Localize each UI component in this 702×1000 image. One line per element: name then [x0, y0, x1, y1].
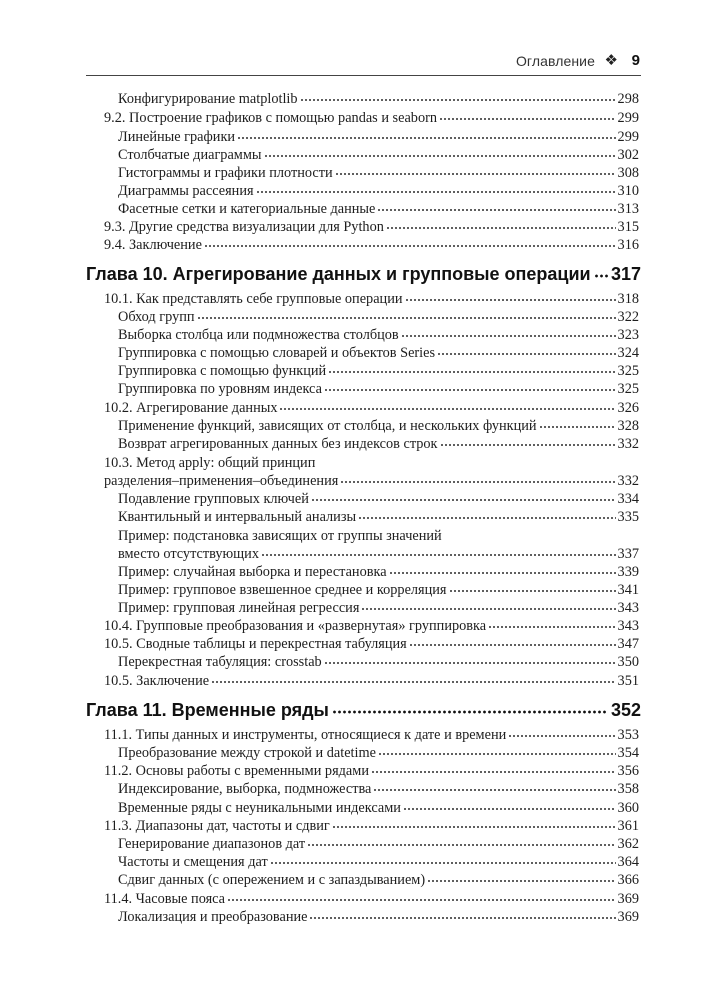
toc-entry-title: Преобразование между строкой и datetime: [118, 745, 376, 761]
toc-entry-title: Линейные графики: [118, 129, 236, 145]
dot-leader: [377, 208, 615, 212]
dot-leader: [378, 752, 616, 756]
toc-entry-title: Индексирование, выборка, подмножества: [118, 781, 372, 797]
toc-entry[interactable]: [118, 326, 639, 344]
toc-entry-page: 299: [617, 110, 639, 126]
dot-leader: [405, 298, 616, 302]
toc-entry-page: 337: [617, 546, 639, 562]
dot-leader: [386, 226, 616, 230]
dot-leader: [449, 589, 616, 593]
toc-entry-title: Генерирование диапазонов дат: [118, 836, 306, 852]
dot-leader: [270, 861, 616, 865]
toc-entry-page: 339: [617, 564, 639, 580]
toc-entry-page: 324: [617, 345, 639, 361]
toc-entry-page: 369: [617, 909, 639, 925]
toc-entry[interactable]: [118, 90, 639, 108]
dot-leader: [197, 316, 616, 320]
toc-entry[interactable]: [118, 653, 639, 671]
toc-entry-page: 354: [617, 745, 639, 761]
toc-entry-page: 343: [617, 600, 639, 616]
toc-entry[interactable]: [118, 581, 639, 599]
dot-leader: [340, 480, 615, 484]
toc-entry-page: 318: [617, 291, 639, 307]
toc-entry-page: 310: [617, 183, 639, 199]
toc-entry-title: 11.1. Типы данных и инструменты, относящиеся к дате и времени: [104, 727, 507, 743]
toc-entry-title: 10.2. Агрегирование данных: [104, 400, 278, 416]
toc-entry-page: 362: [617, 836, 639, 852]
toc-entry-page: 325: [617, 381, 639, 397]
toc-entry-page: 351: [617, 673, 639, 689]
toc-entry[interactable]: [118, 128, 639, 146]
dot-leader: [324, 661, 616, 665]
toc-entry[interactable]: [118, 908, 639, 926]
toc-entry[interactable]: [118, 182, 639, 200]
dot-leader: [332, 825, 616, 829]
toc-entry[interactable]: [104, 762, 639, 780]
toc-entry-page: 315: [617, 219, 639, 235]
toc-entry[interactable]: [118, 344, 639, 362]
diamond-ornament-icon: ❖: [604, 52, 618, 69]
chapter-heading[interactable]: [86, 263, 641, 285]
toc-entry-title: Диаграммы рассеяния: [118, 183, 254, 199]
toc-entry-page: 347: [617, 636, 639, 652]
toc-entry-title-line2: вместо отсутствующих: [118, 546, 259, 562]
toc-entry-page: 361: [617, 818, 639, 834]
chapter-page: 317: [610, 264, 641, 284]
chapter-heading[interactable]: [86, 699, 641, 721]
toc-entry-title: 9.3. Другие средства визуализации для Python: [104, 219, 384, 235]
toc-entry[interactable]: [118, 871, 639, 889]
dot-leader: [279, 407, 615, 411]
toc-entry-title-line1: 10.3. Метод apply: общий принцип: [104, 455, 316, 471]
dot-leader: [409, 643, 616, 647]
toc-entry-page: 325: [617, 363, 639, 379]
dot-leader: [440, 443, 616, 447]
toc-entry-page: 356: [617, 763, 639, 779]
dot-leader: [371, 770, 616, 774]
toc-entry[interactable]: [118, 780, 639, 798]
dot-leader: [539, 425, 616, 429]
toc-entry-title: Применение функций, зависящих от столбца, и нескольких функций: [118, 418, 537, 434]
toc-entry[interactable]: [104, 672, 639, 690]
toc-entry-title: 9.4. Заключение: [104, 237, 202, 253]
toc-entry[interactable]: [104, 109, 639, 127]
toc-entry-page: 313: [617, 201, 639, 217]
toc-entry-page: 366: [617, 872, 639, 888]
toc-entry-title: 10.5. Сводные таблицы и перекрестная табуляция: [104, 636, 407, 652]
toc-entry-title-line2: разделения–применения–объединения: [104, 473, 339, 489]
toc-entry-title: Подавление групповых ключей: [118, 491, 309, 507]
toc-entry-page: 298: [617, 91, 639, 107]
toc-entry-page: 369: [617, 891, 639, 907]
toc-entry-title: Локализация и преобразование: [118, 909, 308, 925]
dot-leader: [594, 273, 608, 279]
toc-entry-title: Группировка по уровням индекса: [118, 381, 322, 397]
dot-leader: [309, 916, 615, 920]
chapter-page: 352: [610, 700, 641, 720]
toc-entry[interactable]: [118, 200, 639, 218]
dot-leader: [311, 498, 616, 502]
toc-entry[interactable]: [118, 853, 639, 871]
dot-leader: [389, 571, 616, 575]
toc-entry-title: 10.5. Заключение: [104, 673, 210, 689]
toc-entry-page: 364: [617, 854, 639, 870]
toc-entry-title: 10.1. Как представлять себе групповые операции: [104, 291, 403, 307]
dot-leader: [211, 680, 615, 684]
toc-entry-page: 353: [617, 727, 639, 743]
dot-leader: [307, 843, 615, 847]
dot-leader: [437, 352, 615, 356]
dot-leader: [332, 709, 608, 715]
toc-entry[interactable]: [104, 726, 639, 744]
dot-leader: [508, 734, 615, 738]
toc-entry-page: 341: [617, 582, 639, 598]
toc-entry-page: 299: [617, 129, 639, 145]
dot-leader: [335, 172, 616, 176]
toc-entry[interactable]: [118, 435, 639, 453]
toc-entry-title: 11.3. Диапазоны дат, частоты и сдвиг: [104, 818, 330, 834]
chapter-title: Глава 11. Временные ряды: [86, 700, 329, 720]
toc-entry[interactable]: [104, 635, 639, 653]
toc-entry-title: Временные ряды с неуникальными индексами: [118, 800, 401, 816]
page-number: 9: [631, 52, 640, 69]
toc-entry-title: Пример: случайная выборка и перестановка: [118, 564, 387, 580]
toc-entry-page: 358: [617, 781, 639, 797]
toc-entry[interactable]: [118, 308, 639, 326]
toc-entry-page: 343: [617, 618, 639, 634]
toc-entry[interactable]: [118, 545, 639, 563]
toc-entry[interactable]: [104, 218, 639, 236]
toc-entry[interactable]: [104, 290, 639, 308]
toc-entry-page: 332: [617, 436, 639, 452]
toc-entry[interactable]: [118, 835, 639, 853]
toc-entry[interactable]: [118, 508, 639, 526]
toc-entry[interactable]: [104, 472, 639, 490]
toc-entry-title: Выборка столбца или подмножества столбцов: [118, 327, 399, 343]
toc-entry-title: Перекрестная табуляция: crosstab: [118, 654, 322, 670]
toc-entry[interactable]: [118, 490, 639, 508]
dot-leader: [373, 788, 615, 792]
dot-leader: [401, 334, 616, 338]
toc-entry[interactable]: [118, 417, 639, 435]
toc-entry[interactable]: [118, 744, 639, 762]
toc-entry-title-line1: Пример: подстановка зависящих от группы значений: [118, 528, 442, 544]
dot-leader: [361, 607, 615, 611]
toc-entry-title: 9.2. Построение графиков с помощью pandas и seaborn: [104, 110, 438, 126]
toc-entry-title: Сдвиг данных (с опережением и с запаздыванием): [118, 872, 426, 888]
toc-entry-title: Обход групп: [118, 309, 195, 325]
toc-entry[interactable]: [118, 799, 639, 817]
toc-entry[interactable]: [104, 399, 639, 417]
toc-entry[interactable]: [118, 599, 639, 617]
toc-entry-title: Гистограммы и графики плотности: [118, 165, 333, 181]
toc-entry-page: 326: [617, 400, 639, 416]
dot-leader: [227, 898, 616, 902]
toc-entry-title: Возврат агрегированных данных без индексов строк: [118, 436, 438, 452]
toc-entry-title: Квантильный и интервальный анализы: [118, 509, 357, 525]
dot-leader: [237, 136, 616, 140]
chapter-title: Глава 10. Агрегирование данных и групповые операции: [86, 264, 591, 284]
dot-leader: [358, 516, 615, 520]
toc-entry-page: 323: [617, 327, 639, 343]
toc-entry-page: 350: [617, 654, 639, 670]
toc-entry[interactable]: [118, 563, 639, 581]
dot-leader: [328, 370, 615, 374]
toc-entry-page: 328: [617, 418, 639, 434]
dot-leader: [204, 244, 616, 248]
dot-leader: [256, 190, 616, 194]
dot-leader: [264, 154, 616, 158]
toc-entry-page: 332: [617, 473, 639, 489]
toc-entry-title: 11.2. Основы работы с временными рядами: [104, 763, 369, 779]
toc-entry-title: Группировка с помощью словарей и объектов Series: [118, 345, 436, 361]
dot-leader: [403, 807, 616, 811]
toc-entry-page: 360: [617, 800, 639, 816]
toc-entry[interactable]: [104, 890, 639, 908]
dot-leader: [300, 98, 616, 102]
toc-entry-title: 10.4. Групповые преобразования и «развернутая» группировка: [104, 618, 487, 634]
toc-entry[interactable]: [118, 362, 639, 380]
dot-leader: [427, 879, 615, 883]
toc-entry-title: Конфигурирование matplotlib: [118, 91, 298, 107]
toc-entry-page: 308: [617, 165, 639, 181]
toc-entry-page: 335: [617, 509, 639, 525]
toc-entry-title: Пример: групповое взвешенное среднее и корреляция: [118, 582, 447, 598]
toc-entry-title: Пример: групповая линейная регрессия: [118, 600, 360, 616]
toc-entry-page: 302: [617, 147, 639, 163]
toc-entry-title: Частоты и смещения дат: [118, 854, 268, 870]
toc-entry-page: 316: [617, 237, 639, 253]
toc-entry[interactable]: [118, 380, 639, 398]
toc-entry-title: Фасетные сетки и категориальные данные: [118, 201, 376, 217]
dot-leader: [439, 117, 616, 121]
dot-leader: [324, 388, 616, 392]
dot-leader: [261, 553, 616, 557]
dot-leader: [488, 625, 615, 629]
toc-entry[interactable]: [104, 617, 639, 635]
toc-entry[interactable]: [104, 817, 639, 835]
running-header-title: Оглавление: [515, 53, 595, 69]
toc-entry-page: 334: [617, 491, 639, 507]
toc-entry-title: Столбчатые диаграммы: [118, 147, 262, 163]
toc-entry-page: 322: [617, 309, 639, 325]
toc-entry-title: Группировка с помощью функций: [118, 363, 327, 379]
toc-entry-title: 11.4. Часовые пояса: [104, 891, 226, 907]
toc-entry[interactable]: [118, 146, 639, 164]
toc-entry[interactable]: [118, 164, 639, 182]
toc-entry[interactable]: [104, 236, 639, 254]
